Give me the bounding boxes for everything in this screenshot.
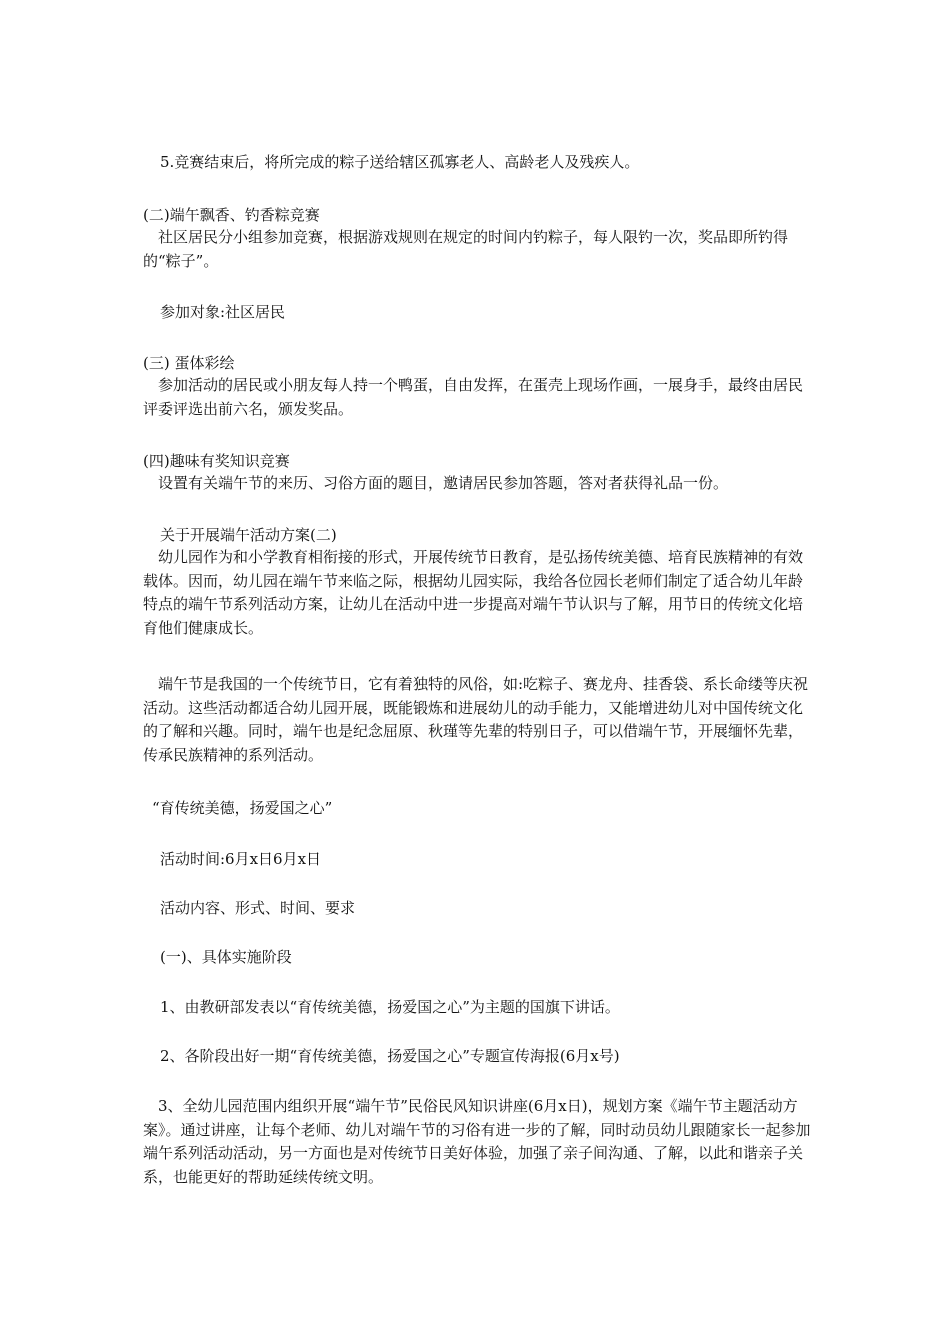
stage-heading-1: (一)、具体实施阶段 [160, 948, 292, 966]
activity-content-line: 活动内容、形式、时间、要求 [160, 899, 356, 917]
section-heading-3: (三) 蛋体彩绘 [143, 354, 235, 372]
list-item-5: 5.竞赛结束后，将所完成的粽子送给辖区孤寡老人、高龄老人及残疾人。 [160, 153, 640, 171]
activity-time-line: 活动时间:6月x日6月x日 [160, 850, 322, 868]
plan-intro-paragraph: 幼儿园作为和小学教育相衔接的形式，开展传统节日教育，是弘扬传统美德、培育民族精神的有效载体。因而，幼儿园在端午节来临之际，根据幼儿园实际，我给各位园长老师们制定了适合幼儿年龄特点的端午节系列活动方案，让幼儿在活动中进一步提高对端午节认识与了解，用节日的传统文化培育他们健康成长。 [143, 548, 804, 637]
participants-line: 参加对象:社区居民 [160, 303, 286, 321]
section-heading-2: (二)端午飘香、钓香粽竞赛 [143, 206, 320, 224]
plan-title: 关于开展端午活动方案(二) [160, 526, 337, 544]
step-3: 3、全幼儿园范围内组织开展“端午节”民俗民风知识讲座(6月x日)，规划方案《端午节主题活动方案》。通过讲座，让每个老师、幼儿对端午节的习俗有进一步的了解，同时动员幼儿跟随家长一起参加端午系列活动活动，另一方面也是对传统节日美好体验，加强了亲子间沟通、了解，以此和谐亲子关系，也能更好的帮助延续传统文明。 [143, 1097, 811, 1186]
step-2: 2、各阶段出好一期“育传统美德，扬爱国之心”专题宣传海报(6月x号) [160, 1047, 620, 1065]
section-body-4: 设置有关端午节的来历、习俗方面的题目，邀请居民参加答题，答对者获得礼品一份。 [158, 474, 729, 492]
section-body-3: 参加活动的居民或小朋友每人持一个鸭蛋，自由发挥，在蛋壳上现场作画，一展身手，最终由居民评委评选出前六名，颁发奖品。 [143, 376, 804, 418]
step-1: 1、由教研部发表以“育传统美德，扬爱国之心”为主题的国旗下讲话。 [160, 998, 620, 1016]
section-heading-4: (四)趣味有奖知识竞赛 [143, 452, 290, 470]
plan-background-paragraph: 端午节是我国的一个传统节日，它有着独特的风俗，如:吃粽子、赛龙舟、挂香袋、系长命缕等庆祝活动。这些活动都适合幼儿园开展，既能锻炼和进展幼儿的动手能力，又能增进幼儿对中国传统文化的了解和兴趣。同时，端午也是纪念屈原、秋瑾等先辈的特别日子，可以借端午节，开展缅怀先辈，传承民族精神的系列活动。 [143, 675, 809, 764]
section-body-2: 社区居民分小组参加竞赛，根据游戏规则在规定的时间内钓粽子，每人限钓一次，奖品即所钓得的“粽子”。 [143, 228, 789, 270]
theme-line: “育传统美德，扬爱国之心” [152, 799, 333, 817]
